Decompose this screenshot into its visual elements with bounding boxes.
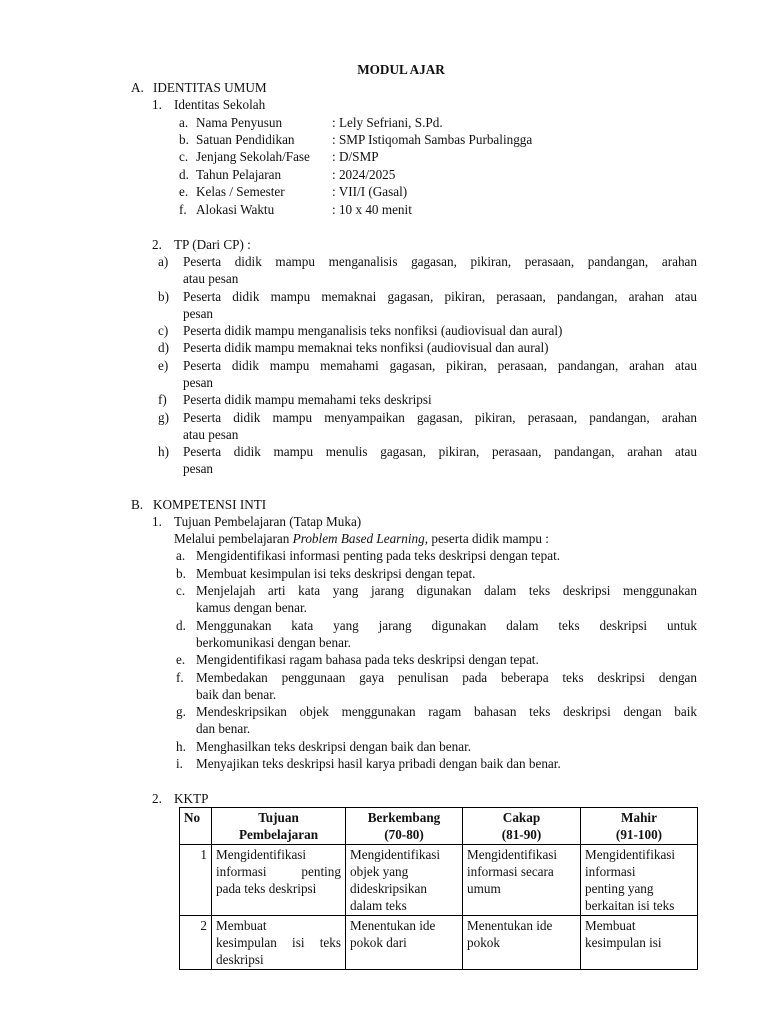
section-b-label: B. [131, 497, 144, 512]
tujuan-item-continuation: dan benar. [196, 721, 251, 736]
tujuan-item-continuation: berkomunikasi dengan benar. [196, 635, 351, 650]
tujuan-intro [174, 530, 549, 547]
tp-item-continuation: atau pesan [183, 427, 239, 442]
identity-row [179, 201, 412, 218]
table-row [180, 916, 698, 970]
list-number: 2. [152, 791, 162, 806]
row-value: : SMP Istiqomah Sambas Purbalingga [332, 132, 533, 147]
tp-item [158, 288, 697, 305]
row-value: : VII/I (Gasal) [332, 184, 408, 199]
tp-item-continuation: atau pesan [183, 271, 239, 286]
item-text: Mengidentifikasi ragam bahasa pada teks deskripsi dengan tepat. [196, 652, 539, 667]
tp-item [158, 339, 697, 356]
cell-cakap: Mengidentifikasi informasi secara umum [463, 845, 581, 916]
header-berkembang: Berkembang (70-80) [346, 808, 463, 845]
section-a-title: IDENTITAS UMUM [153, 80, 267, 95]
item-label: c. [176, 583, 186, 598]
item-label: e. [176, 652, 186, 667]
item-label: f) [158, 392, 167, 407]
item-text: Peserta didik mampu menyampaikan gagasan, pikiran, perasaan, pandangan, arahan [183, 410, 697, 425]
tujuan-item [176, 582, 697, 599]
item-text: Peserta didik mampu menganalisis teks nonfiksi (audiovisual dan aural) [183, 323, 563, 338]
tujuan-item [176, 617, 697, 634]
row-key: Tahun Pelajaran [196, 167, 282, 182]
item-label: c) [158, 323, 169, 338]
table-header-row [180, 808, 698, 845]
cell-mahir: Mengidentifikasi informasi penting yang berkaitan isi teks [581, 845, 698, 916]
header-no: No [180, 808, 212, 845]
row-label: c. [179, 149, 189, 164]
row-value: : D/SMP [332, 149, 379, 164]
row-value: : Lely Sefriani, S.Pd. [332, 115, 443, 130]
intro-text: Melalui pembelajaran [174, 531, 293, 546]
intro-emphasis: Problem Based Learning, [292, 531, 429, 546]
list-number: 1. [152, 97, 162, 112]
tp-item [158, 322, 697, 339]
item-label: h) [158, 444, 169, 459]
tp-item [158, 391, 697, 408]
row-key: Kelas / Semester [196, 184, 285, 199]
section-b-heading [131, 496, 266, 513]
item-label: d) [158, 340, 169, 355]
list-number: 2. [152, 237, 162, 252]
item-text: Mengidentifikasi informasi penting pada teks deskripsi dengan tepat. [196, 548, 561, 563]
list-number: 1. [152, 514, 162, 529]
row-key: Alokasi Waktu [196, 202, 275, 217]
row-label: f. [179, 202, 187, 217]
item-label: d. [176, 618, 186, 633]
section-b-title: KOMPETENSI INTI [153, 497, 267, 512]
kktp-heading [152, 790, 208, 807]
row-key: Satuan Pendidikan [196, 132, 295, 147]
cell-cakap: Menentukan ide pokok [463, 916, 581, 970]
item-label: g. [176, 704, 186, 719]
header-mahir: Mahir (91-100) [581, 808, 698, 845]
cell-mahir: Membuat kesimpulan isi [581, 916, 698, 970]
tujuan-pembelajaran-heading [152, 513, 361, 530]
item-text: Mendeskripsikan objek menggunakan ragam bahasan teks deskripsi dengan baik [196, 704, 697, 719]
tp-item [158, 253, 697, 270]
row-label: d. [179, 167, 189, 182]
item-label: e) [158, 358, 169, 373]
tp-item [158, 409, 697, 426]
cell-berkembang: Menentukan ide pokok dari [346, 916, 463, 970]
cell-tujuan: Membuat kesimpulan isi teks deskripsi [212, 916, 346, 970]
tujuan-item-continuation: kamus dengan benar. [196, 600, 307, 615]
cell-no: 2 [180, 916, 212, 970]
identitas-sekolah-heading [152, 96, 265, 113]
section-a-heading [131, 79, 267, 96]
cell-no: 1 [180, 845, 212, 916]
tujuan-item-continuation: baik dan benar. [196, 687, 277, 702]
item-label: g) [158, 410, 169, 425]
identity-row [179, 166, 395, 183]
tujuan-item [176, 651, 697, 668]
tp-item [158, 443, 697, 460]
row-label: a. [179, 115, 189, 130]
tujuan-item [176, 547, 697, 564]
item-text: Peserta didik mampu memahami gagasan, pikiran, perasaan, pandangan, arahan atau [183, 358, 697, 373]
tujuan-item [176, 703, 697, 720]
cell-berkembang: Mengidentifikasi objek yang dideskripsikan dalam teks [346, 845, 463, 916]
item-text: Membuat kesimpulan isi teks deskripsi dengan tepat. [196, 566, 476, 581]
identity-row [179, 131, 532, 148]
section-a-label: A. [131, 80, 144, 95]
item-text: Peserta didik mampu menulis gagasan, pikiran, perasaan, pandangan, arahan atau [183, 444, 697, 459]
item-text: Peserta didik mampu memaknai teks nonfiksi (audiovisual dan aural) [183, 340, 549, 355]
cell-tujuan: Mengidentifikasi informasi penting pada teks deskripsi [212, 845, 346, 916]
item-text: Menghasilkan teks deskripsi dengan baik dan benar. [196, 739, 472, 754]
tujuan-item [176, 738, 697, 755]
tujuan-item [176, 565, 697, 582]
row-label: e. [179, 184, 189, 199]
kktp-table [179, 807, 698, 970]
item-text: Menggunakan kata yang jarang digunakan dalam teks deskripsi untuk [196, 618, 697, 633]
row-key: Jenjang Sekolah/Fase [196, 149, 310, 164]
subheading-text: Identitas Sekolah [174, 97, 266, 112]
tp-item [158, 357, 697, 374]
item-label: b. [176, 566, 186, 581]
tp-heading [152, 236, 251, 253]
intro-text-end: peserta didik mampu : [428, 531, 549, 546]
item-text: Menjelajah arti kata yang jarang digunakan dalam teks deskripsi menggunakan [196, 583, 697, 598]
header-tujuan: Tujuan Pembelajaran [212, 808, 346, 845]
row-value: : 10 x 40 menit [332, 202, 412, 217]
identity-row [179, 114, 443, 131]
header-cakap: Cakap (81-90) [463, 808, 581, 845]
subheading-text: KKTP [174, 791, 209, 806]
item-label: f. [176, 670, 184, 685]
subheading-text: Tujuan Pembelajaran (Tatap Muka) [174, 514, 362, 529]
tp-item-continuation: pesan [183, 375, 214, 390]
identity-row [179, 183, 407, 200]
item-label: b) [158, 289, 169, 304]
item-text: Membedakan penggunaan gaya penulisan pada beberapa teks deskripsi dengan [196, 670, 697, 685]
tp-item-continuation: pesan [183, 461, 214, 476]
item-text: Peserta didik mampu memaknai gagasan, pikiran, perasaan, pandangan, arahan atau [183, 289, 697, 304]
item-label: a) [158, 254, 169, 269]
item-label: h. [176, 739, 186, 754]
item-text: Peserta didik mampu menganalisis gagasan, pikiran, perasaan, pandangan, arahan [183, 254, 697, 269]
row-value: : 2024/2025 [332, 167, 396, 182]
item-label: i. [176, 756, 183, 771]
tujuan-item [176, 669, 697, 686]
tp-item-continuation: pesan [183, 306, 214, 321]
tujuan-item [176, 755, 697, 772]
item-label: a. [176, 548, 186, 563]
row-key: Nama Penyusun [196, 115, 283, 130]
table-row [180, 845, 698, 916]
row-label: b. [179, 132, 189, 147]
subheading-text: TP (Dari CP) : [174, 237, 251, 252]
item-text: Peserta didik mampu memahami teks deskripsi [183, 392, 432, 407]
item-text: Menyajikan teks deskripsi hasil karya pribadi dengan baik dan benar. [196, 756, 561, 771]
identity-row [179, 148, 379, 165]
page-title: MODUL AJAR [357, 62, 445, 77]
